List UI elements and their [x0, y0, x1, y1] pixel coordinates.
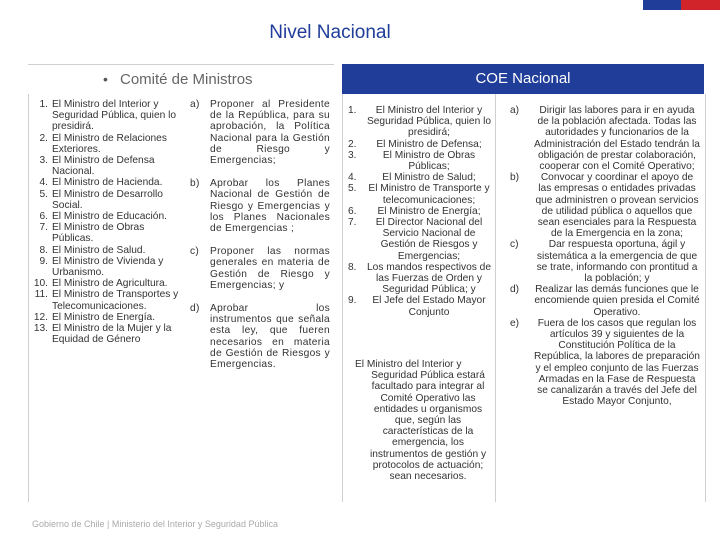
footer-text: Gobierno de Chile | Ministerio del Interior y Seguridad Pública: [32, 519, 278, 529]
item-text: Aprobar los instrumentos que señala esta ley, que fueren necesarios en materia de Gestión de Riesgos y Emergencias.: [210, 303, 330, 371]
item-number: 4.: [39, 177, 48, 189]
item-number: 8.: [348, 261, 357, 273]
item-number: 9.: [348, 295, 357, 307]
item-text: El Ministro de Hacienda.: [52, 177, 163, 189]
item-number: 7.: [39, 222, 48, 234]
list-item: [348, 206, 494, 217]
item-number: 7.: [348, 217, 357, 229]
item-number: 4.: [348, 172, 357, 184]
item-text: El Ministro de la Mujer y la Equidad de Género: [52, 323, 172, 346]
list-item: [348, 217, 494, 262]
list-item: [32, 99, 182, 133]
item-number: 13.: [33, 323, 48, 335]
list-item: [348, 139, 494, 150]
list-item: [348, 183, 494, 205]
item-letter: e): [510, 317, 520, 329]
item-text: El Ministro de Energía.: [52, 311, 156, 323]
item-letter: b): [510, 172, 520, 184]
item-letter: c): [190, 246, 200, 258]
item-number: 3.: [348, 149, 357, 161]
item-text: Aprobar los Planes Nacional de Gestión de Riesgo y Emergencias y los Planes Nacionales de Emergencias ;: [210, 178, 330, 235]
item-number: 6.: [39, 211, 48, 223]
item-number: 1.: [348, 105, 357, 116]
list-item: [348, 150, 494, 172]
list-item: [348, 262, 494, 296]
list-item: [32, 256, 182, 278]
item-letter: d): [510, 284, 520, 296]
list-item: [32, 155, 182, 177]
coe-header: COE Nacional: [342, 64, 704, 94]
item-text: El Ministro del Interior y Seguridad Pública, quien lo presidirá.: [52, 99, 177, 133]
item-text: El Ministro de Relaciones Exteriores.: [52, 132, 167, 155]
list-item: [32, 133, 182, 155]
list-item: [510, 172, 700, 239]
coe-note-body: Seguridad Pública estará facultado para integrar al Comité Operativo las entidades u organismos que, según las características de la emergencia, los instrumentos de gestión y protocolos de actuación; sean necesarios.: [369, 370, 487, 483]
list-item: [190, 99, 330, 166]
item-text: El Jefe del Estado Mayor Conjunto: [372, 295, 486, 318]
item-text: El Ministro de Defensa;: [376, 138, 482, 150]
flag-red-block: [681, 0, 720, 10]
item-text: Los mandos respectivos de las Fuerzas de Orden y Seguridad Pública; y: [366, 261, 492, 296]
list-item: [32, 222, 182, 244]
page-title: Nivel Nacional: [269, 22, 391, 43]
list-item: [32, 289, 182, 311]
item-text: El Ministro de Vivienda y Urbanismo.: [52, 255, 164, 279]
item-text: Fuera de los casos que regulan los artículos 39 y siguientes de la Constitución Política de la República, la labores de preparación y el empleo conjunto de las Fuerzas Armadas en la Fase de Respuesta se canalizarán a través del Jefe del Estado Mayor Conjunto,: [534, 317, 700, 408]
item-text: Realizar las demás funciones que le encomiende quien presida el Comité Operativo.: [534, 284, 700, 318]
item-number: 12.: [33, 311, 48, 323]
item-letter: a): [190, 99, 200, 110]
item-text: El Ministro de Energía;: [377, 205, 481, 217]
item-text: Proponer al Presidente de la República, para su aprobación, la Política Nacional para la Gestión de Riesgo y Emergencias;: [210, 99, 330, 167]
list-item: [32, 189, 182, 211]
item-text: El Ministro de Obras Públicas;: [382, 149, 476, 173]
bullet-marker: •: [103, 71, 108, 87]
item-text: El Director Nacional del Servicio Nacional de Gestión de Riesgos y Emergencias;: [375, 217, 483, 262]
coe-members-list: [348, 105, 494, 318]
list-item: [190, 246, 330, 291]
item-text: Dirigir las labores para ir en ayuda de la población afectada. Todas las autoridades y funcionarios de la Administración del Estado tendrán la obligación de prestar colaboración, cooperar con el Comité Operativo;: [534, 105, 700, 173]
item-text: El Ministro de Defensa Nacional.: [52, 155, 155, 178]
comite-header: [28, 64, 334, 95]
flag-blue-block: [643, 0, 681, 10]
item-number: 10.: [33, 278, 48, 290]
item-text: El Ministro de Salud.: [52, 244, 146, 256]
item-number: 8.: [39, 244, 48, 256]
coe-functions-list: [510, 105, 700, 407]
list-item: [348, 172, 494, 183]
item-letter: c): [510, 239, 519, 251]
item-number: 9.: [39, 255, 48, 267]
item-text: El Ministro de Salud;: [382, 172, 476, 184]
item-letter: a): [510, 105, 520, 116]
coe-note-first-line: El Ministro del Interior y: [355, 359, 462, 370]
item-number: 2.: [348, 138, 357, 150]
item-number: 6.: [348, 205, 357, 217]
list-item: [32, 312, 182, 323]
comite-functions-list: [190, 99, 330, 382]
item-number: 5.: [348, 183, 357, 195]
item-letter: d): [190, 303, 200, 315]
item-text: El Ministro de Educación.: [52, 211, 167, 223]
list-item: [32, 245, 182, 256]
list-item: [510, 105, 700, 172]
comite-members-list: [32, 99, 182, 345]
item-number: 2.: [39, 132, 48, 144]
list-item: [510, 239, 700, 284]
item-text: El Ministro del Interior y Seguridad Pública, quien lo presidirá;: [366, 105, 492, 139]
list-item: [190, 178, 330, 234]
list-item: [32, 177, 182, 188]
item-text: Dar respuesta oportuna, ágil y sistemática a la emergencia de que se trate, informando con prontitud a la población; y: [536, 239, 698, 285]
list-item: [348, 105, 494, 139]
item-letter: b): [190, 178, 200, 190]
item-text: El Ministro de Agricultura.: [52, 278, 168, 290]
item-text: El Ministro de Transportes y Telecomunicaciones.: [52, 289, 179, 312]
list-item: [348, 295, 494, 317]
item-number: 5.: [39, 188, 48, 200]
list-item: [32, 211, 182, 222]
item-text: El Ministro de Desarrollo Social.: [52, 188, 163, 211]
item-number: 1.: [39, 99, 48, 110]
coe-note: [355, 359, 491, 482]
list-item: [190, 303, 330, 370]
comite-heading: Comité de Ministros: [120, 71, 253, 88]
list-item: [32, 278, 182, 289]
item-text: Convocar y coordinar el apoyo de las empresas o entidades privadas que administren o provean servicios de utilidad pública o aquellos que sean esenciales para la Respuesta de la Emergencia en la zona;: [535, 172, 699, 240]
list-item: [510, 284, 700, 318]
item-text: El Ministro de Obras Públicas.: [52, 222, 145, 245]
item-text: El Ministro de Transporte y telecomunicaciones;: [368, 183, 490, 206]
item-number: 3.: [39, 155, 48, 167]
item-number: 11.: [34, 289, 48, 301]
list-item: [510, 318, 700, 408]
list-item: [32, 323, 182, 345]
item-text: Proponer las normas generales en materia de Gestión de Riesgo y Emergencias; y: [210, 246, 330, 291]
